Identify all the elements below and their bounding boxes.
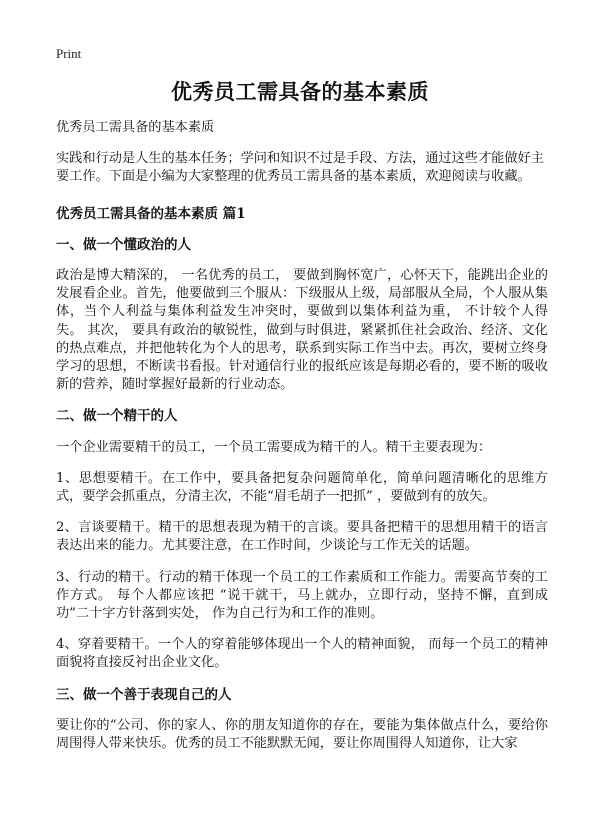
print-label[interactable]: Print: [56, 46, 82, 61]
heading-capable: 二、做一个精干的人: [56, 408, 178, 425]
list-item-thinking: 1、思想要精干。在工作中，要具备把复杂问题简单化，简单问题清晰化的思维方式，要学会抓重点，分清主次，不能“眉毛胡子一把抓” ，要做到有的放矢。: [56, 470, 548, 505]
list-item-speech: 2、言谈要精干。精干的思想表现为精干的言谈。要具备把精干的思想用精干的语言表达出来的能力。尤其要注意，在工作时间，少谈论与工作无关的话题。: [56, 520, 548, 554]
document-subtitle: 优秀员工需具备的基本素质: [56, 120, 215, 135]
heading-self-expression: 三、做一个善于表现自己的人: [56, 686, 232, 703]
page-title: 优秀员工需具备的基本素质: [171, 79, 429, 104]
heading-politics: 一、做一个懂政治的人: [56, 236, 191, 253]
paragraph-politics: 政治是博大精深的， 一名优秀的员工， 要做到胸怀宽广，心怀天下，能跳出企业的发展看企业。首先，他要做到三个服从：下级服从上级，局部服从全局，个人服从集体，当个人利益与集体利益发生冲突时，要做到以集体利益为重， 不计较个人得失。 其次， 要具有政治的敏锐性，做到与时俱进，紧紧抓住社会政治、经济、文化的热点难点，并把他转化为个人的思考，联系到实际工作当中去。再次，要树立终身学习的思想，不断读书看报。针对通信行业的报纸应该是每期必看的，要不断的吸收新的营养，随时掌握好最新的行业动态。: [56, 268, 548, 393]
paragraph-capable-intro: 一个企业需要精干的员工，一个员工需要成为精干的人。精干主要表现为：: [56, 439, 492, 455]
list-item-action: 3、行动的精干。行动的精干体现一个员工的工作素质和工作能力。需要高节奏的工作方式。 每个人都应该把 “说干就干，马上就办，立即行动，坚持不懈，直到成功”二十字方针落到实处， 作为自己行为和工作的准则。: [56, 569, 548, 622]
paragraph-self-expression: 要让你的“公司、你的家人、你的朋友知道你的存在，要能为集体做点什么，要给你周围得人带来快乐。优秀的员工不能默默无闻，要让你周围得人知道你，让大家: [56, 717, 548, 752]
list-item-dress: 4、穿着要精干。一个人的穿着能够体现出一个人的精神面貌， 而每一个员工的精神面貌将直接反衬出企业文化。: [56, 637, 548, 671]
section-title: 优秀员工需具备的基本素质 篇1: [56, 205, 246, 222]
intro-paragraph: 实践和行动是人生的基本任务；学问和知识不过是手段、方法，通过这些才能做好主要工作。下面是小编为大家整理的优秀员工需具备的基本素质，欢迎阅读与收藏。: [56, 151, 544, 185]
document-body: [56, 119, 548, 766]
